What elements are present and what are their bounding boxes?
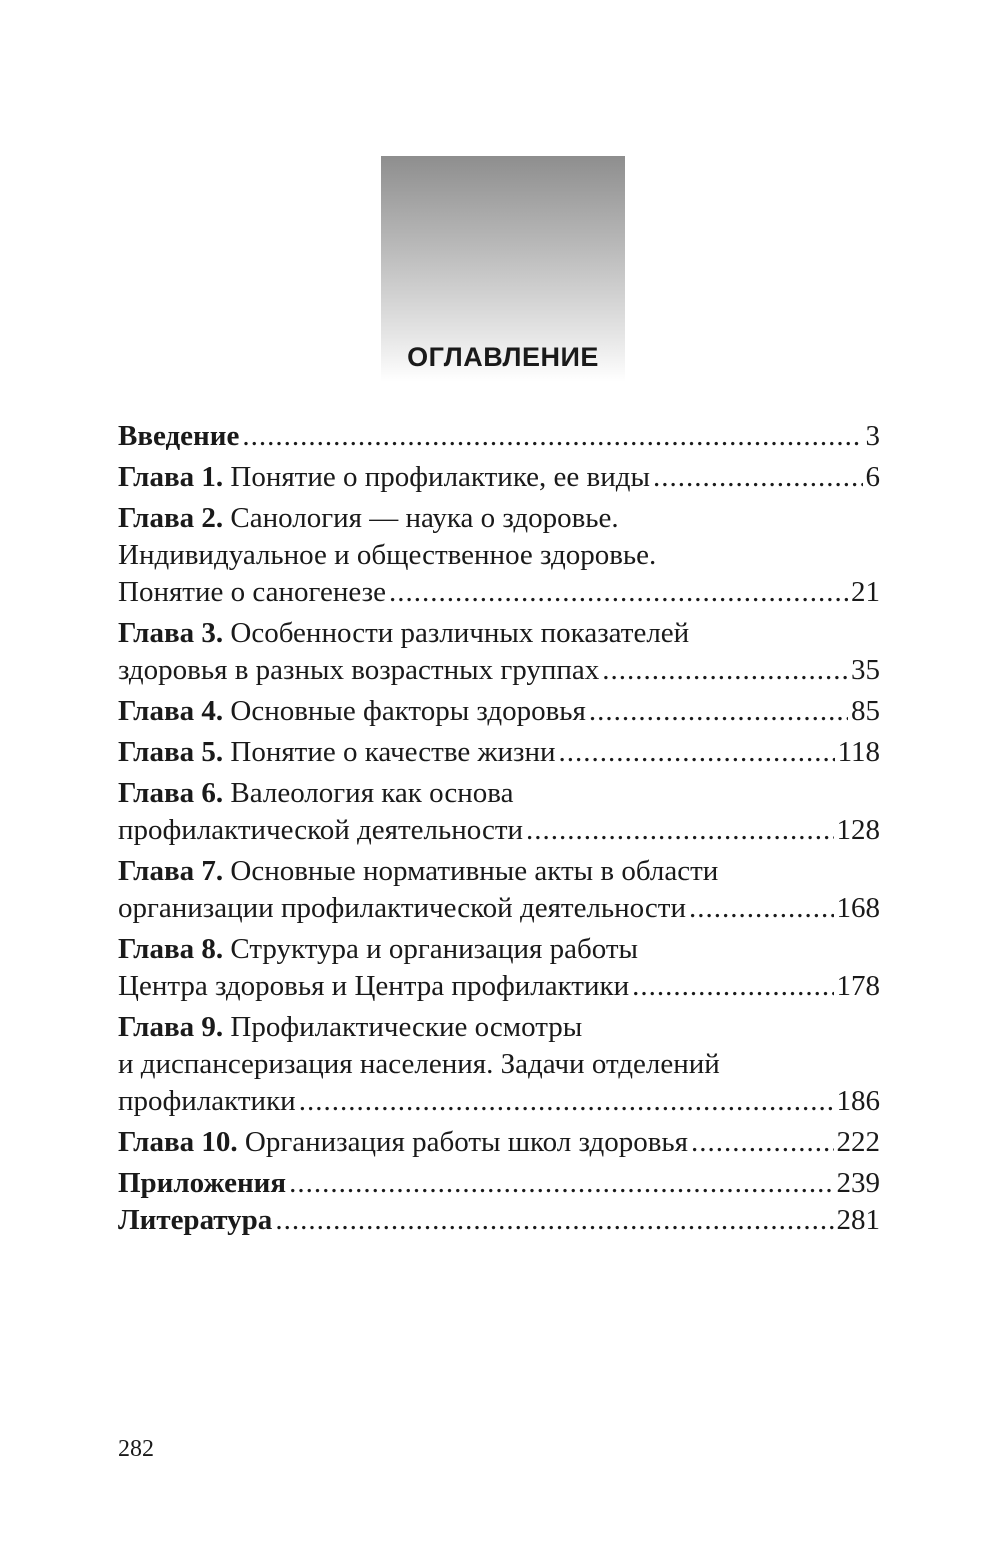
toc-entry-title: Центра здоровья и Центра профилактики: [118, 970, 630, 1002]
toc-entry-label: Глава 10.: [118, 1126, 238, 1158]
toc-entry-chapter-2[interactable]: [118, 500, 880, 611]
toc-entry-label: Глава 6.: [118, 777, 224, 809]
toc-entry-title: Понятие о саногенезе: [118, 576, 386, 608]
leader-dots: [559, 734, 835, 771]
leader-dots: [242, 418, 862, 455]
toc-entry-title: Индивидуальное и общественное здоровье.: [118, 539, 657, 571]
leader-dots: [689, 890, 834, 927]
toc-entry-page: 168: [836, 892, 880, 924]
toc-entry-chapter-9[interactable]: [118, 1009, 880, 1120]
leader-dots: [653, 459, 863, 496]
page-title: ОГЛАВЛЕНИЕ: [407, 342, 599, 372]
leader-dots: [289, 1165, 833, 1202]
leader-dots: [589, 693, 848, 730]
toc-entry-chapter-3[interactable]: [118, 615, 880, 689]
toc-entry-title: профилактики: [118, 1085, 296, 1117]
toc-entry-page: 186: [836, 1085, 880, 1117]
toc-entry-page: 3: [865, 420, 880, 452]
toc-entry-chapter-4[interactable]: [118, 693, 880, 730]
toc-entry-chapter-10[interactable]: [118, 1124, 880, 1161]
toc-entry-title: Основные нормативные акты в области: [230, 855, 719, 887]
toc-entry-title: Валеология как основа: [230, 777, 514, 809]
toc-entry-chapter-5[interactable]: [118, 734, 880, 771]
toc-entry-title: Санология — наука о здоровье.: [230, 502, 619, 534]
toc-entry-chapter-7[interactable]: [118, 853, 880, 927]
toc-entry-references[interactable]: [118, 1202, 880, 1239]
toc-entry-page: 239: [836, 1167, 880, 1199]
toc-entry-chapter-1[interactable]: [118, 459, 880, 496]
toc-entry-label: Глава 2.: [118, 502, 224, 534]
toc-entry-appendices[interactable]: [118, 1165, 880, 1202]
page-number: 282: [118, 1436, 154, 1462]
toc-entry-title: и диспансеризация населения. Задачи отделений: [118, 1048, 720, 1080]
leader-dots: [632, 968, 833, 1005]
toc-entry-chapter-8[interactable]: [118, 931, 880, 1005]
toc-entry-title: Основные факторы здоровья: [230, 695, 586, 727]
toc-entry-page: 21: [851, 576, 880, 608]
leader-dots: [691, 1124, 834, 1161]
toc-entry-title: Особенности различных показателей: [230, 617, 690, 649]
toc-entry-title: Понятие о качестве жизни: [230, 736, 556, 768]
toc-entry-label: Глава 4.: [118, 695, 224, 727]
leader-dots: [275, 1202, 833, 1239]
toc-entry-title: профилактической деятельности: [118, 814, 524, 846]
table-of-contents: [118, 418, 880, 1239]
leader-dots: [526, 812, 833, 849]
toc-entry-page: 178: [836, 970, 880, 1002]
leader-dots: [299, 1083, 834, 1120]
toc-entry-page: 85: [851, 695, 880, 727]
toc-entry-title: организации профилактической деятельности: [118, 892, 686, 924]
toc-entry-label: Глава 7.: [118, 855, 224, 887]
toc-entry-intro[interactable]: [118, 418, 880, 455]
toc-entry-page: 281: [836, 1204, 880, 1236]
toc-entry-label: Глава 8.: [118, 933, 224, 965]
toc-entry-title: здоровья в разных возрастных группах: [118, 654, 600, 686]
toc-entry-title: Понятие о профилактике, ее виды: [230, 461, 650, 493]
toc-entry-label: Литература: [118, 1204, 273, 1236]
toc-entry-page: 35: [851, 654, 880, 686]
toc-entry-page: 6: [865, 461, 880, 493]
toc-entry-title: Структура и организация работы: [230, 933, 639, 965]
toc-entry-title: Профилактические осмотры: [230, 1011, 583, 1043]
toc-entry-label: Глава 1.: [118, 461, 224, 493]
toc-entry-page: 118: [837, 736, 880, 768]
toc-entry-chapter-6[interactable]: [118, 775, 880, 849]
toc-entry-page: 128: [836, 814, 880, 846]
toc-entry-label: Приложения: [118, 1167, 287, 1199]
toc-entry-label: Глава 9.: [118, 1011, 224, 1043]
toc-entry-label: Введение: [118, 420, 240, 452]
toc-entry-label: Глава 5.: [118, 736, 224, 768]
toc-entry-page: 222: [836, 1126, 880, 1158]
toc-entry-label: Глава 3.: [118, 617, 224, 649]
toc-entry-title: Организация работы школ здоровья: [244, 1126, 688, 1158]
leader-dots: [389, 574, 848, 611]
leader-dots: [602, 652, 848, 689]
